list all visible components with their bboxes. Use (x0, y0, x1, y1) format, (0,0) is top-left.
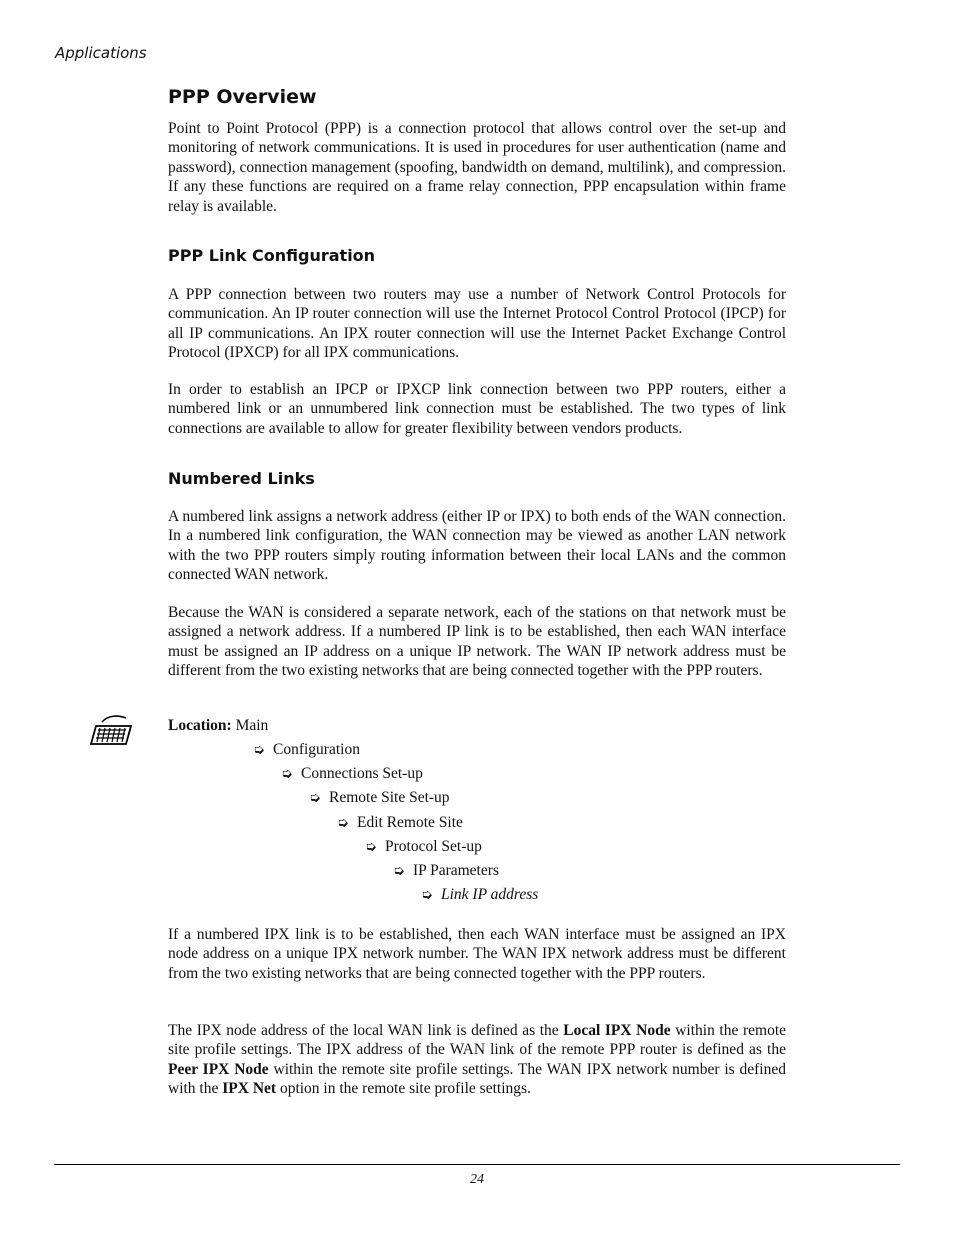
numbered-links-paragraph-2: Because the WAN is considered a separate network, each of the stations on that network must be assigned a network address. If a numbered IP link is to be established, then each WAN interface must be assigned an IP address on a unique IP network. The WAN IP network address must be different from the two existing networks that are being connected together with the PPP routers. (168, 604, 786, 680)
ppp-overview-heading: PPP Overview (168, 86, 317, 108)
ipx-net-term: IPX Net (222, 1080, 277, 1098)
location-step-3: ➭ Remote Site Set-up (309, 789, 450, 806)
running-head: Applications (55, 44, 147, 62)
location-step-6: ➭ IP Parameters (393, 862, 499, 879)
footer-divider (54, 1164, 900, 1165)
numbered-links-paragraph-3: If a numbered IPX link is to be established, then each WAN interface must be assigned an IPX node address on a unique IPX network number. The WAN IPX network address must be different from the two existing networks that are being connected together with the PPP routers. (168, 926, 786, 982)
link-config-paragraph-1: A PPP connection between two routers may use a number of Network Control Protocols for communication. An IP router connection will use the Internet Protocol Control Protocol (IPCP) for all IP communications. An IPX router connection will use the Internet Packet Exchange Control Protocol (IPXCP) for all IPX communications. (168, 286, 786, 362)
location-step-5: ➭ Protocol Set-up (365, 838, 482, 855)
location-step-2: ➭ Connections Set-up (281, 765, 423, 782)
location-root: Main (235, 717, 269, 734)
arrow-icon: ➭ (253, 742, 265, 758)
arrow-icon: ➭ (281, 766, 293, 782)
location-step-7: ➭ Link IP address (421, 886, 539, 903)
location-label: Location: Main (168, 717, 269, 734)
numbered-links-paragraph-1: A numbered link assigns a network address (either IP or IPX) to both ends of the WAN connection. In a numbered link configuration, the WAN connection may be viewed as another LAN network with the two PPP routers simply routing information between their local LANs and the common connected WAN network. (168, 508, 786, 584)
arrow-icon: ➭ (393, 863, 405, 879)
arrow-icon: ➭ (421, 887, 433, 903)
location-step-1: ➭ Configuration (253, 741, 360, 758)
ppp-overview-paragraph: Point to Point Protocol (PPP) is a connection protocol that allows control over the set-up and monitoring of network communications. It is used in procedures for user authentication (name and password), connection management (spoofing, bandwidth on demand, multilink), and compression. If any these functions are required on a frame relay connection, PPP encapsulation within frame relay is available. (168, 120, 786, 215)
link-config-heading: PPP Link Configuration (168, 246, 376, 265)
arrow-icon: ➭ (309, 790, 321, 806)
keyboard-icon (88, 713, 132, 747)
peer-ipx-node-term: Peer IPX Node (168, 1060, 269, 1078)
arrow-icon: ➭ (365, 839, 377, 855)
numbered-links-paragraph-4: The IPX node address of the local WAN link is defined as the Local IPX Node within the remote site profile settings. The IPX address of the WAN link of the remote PPP router is defined as the Peer IPX Node within the remote site profile settings. The WAN IPX network number is defined with the IPX Net option in the remote site profile settings. (168, 1022, 787, 1098)
arrow-icon: ➭ (337, 815, 349, 831)
page-number: 24 (470, 1172, 484, 1187)
link-config-paragraph-2: In order to establish an IPCP or IPXCP link connection between two PPP routers, either a numbered link or an unnumbered link connection must be established. The two types of link connections are available to allow for greater flexibility between vendors products. (168, 381, 786, 437)
location-step-4: ➭ Edit Remote Site (337, 814, 463, 831)
local-ipx-node-term: Local IPX Node (563, 1022, 671, 1039)
numbered-links-heading: Numbered Links (168, 469, 315, 488)
